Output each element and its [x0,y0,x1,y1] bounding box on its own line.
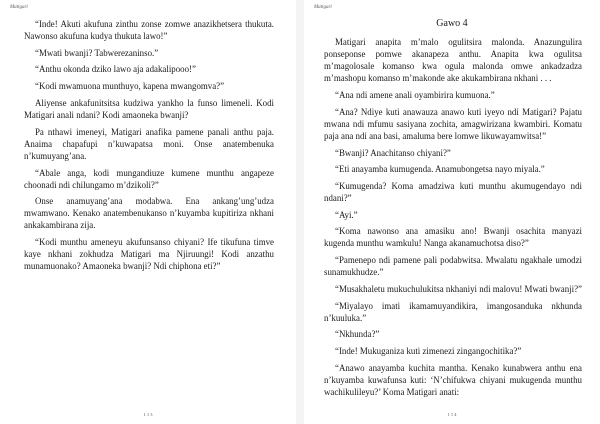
paragraph: “Mwati bwanji? Tabwerezaninso.” [35,47,159,58]
paragraph: “Eti anayamba kumugenda. Anamubongetsa nayo miyala.” [335,164,545,175]
paragraph: Aliyense ankafunitsitsa kudziwa yankho la funso limeneli. Kodi Matigari anali ndani? Kodi amaoneka bwanji? [24,97,274,120]
paragraph: “Ana ndi amene anali oyambirira kumuona.” [335,89,495,100]
paragraph: “Anthu okonda dziko lawo aja adakalipooo!” [35,64,196,75]
paragraph: “Musakhaletu mukuchulukitsa nkhaniyi ndi malovu! Mwati bwanji?” [335,283,582,294]
chapter-title: Gawo 4 [436,18,468,29]
paragraph: “Kodi mwamuona munthuyo, kapena mwangomva?” [35,81,225,92]
paragraph: “Ayi.” [335,209,358,220]
paragraph: “Anawo anayamba kuchita mantha. Kenako kunabwera anthu ena n’kuyamba kuwafunsa kuti: ‘N’chifukwa chiyani mukugenda munthu wachikulileyu?’ Koma Matigari anati: [324,362,582,397]
running-head-left: Matigari [10,5,28,10]
running-head-right: Matigari [314,5,332,10]
paragraph: Pa nthawi imeneyi, Matigari anafika pamene panali anthu paja. Anaima chapafupi n’kuwapatsa moni. Onse anatembenuka n’kumuyang’ana. [24,126,274,161]
paragraph: “Kumugenda? Koma amadziwa kuti munthu akumugendayo ndi ndani?” [324,180,582,203]
left-page-body [24,18,274,277]
page-number-right: 1 1 4 [447,412,457,417]
book-gutter [296,0,304,424]
right-page [304,0,600,424]
paragraph: “Kodi munthu ameneyu akufunsanso chiyani? Ife tikufuna timve kaye nkhani zokhudza Matigari ma Njiruungi! Kodi anzathu munamuonako? Amaoneka bwanji? Ndi chiphona eti?” [24,237,274,272]
paragraph: Onse anamuyang’ana modabwa. Ena ankang’ung’udza mwamwano. Kenako anatembenukanso n’kuyamba kupitiriza nkhani ankakambirana zija. [24,196,274,231]
left-page [0,0,296,424]
paragraph: “Ana? Ndiye kuti anawauza anawo kuti iyeyo ndi Matigari? Pajatu mwana ndi mfumu sasiyana zochita, amagwirizana kwambiri. Komatu paja ana ndi ana basi, amaluma bere lomwe likuwayamwitsa!” [324,106,582,141]
paragraph: “Inde! Mukuganiza kuti zimenezi zingangochitika?” [335,346,522,357]
paragraph: Matigari anapita m’malo ogulitsira malonda. Anazungulira ponseponse pomwe akanapeza anthu. Anapita kwa ogulitsa m’magolosale komanso kwa ogula malonda omwe ankadzadza m’mashopu komanso m’makonde ake akukambirana nkhani . . . [324,37,582,84]
paragraph: “Abale anga, kodi mungandiuze kumene munthu angapeze choonadi ndi chilungamo m’dzikoli?” [24,167,274,190]
right-page-body [324,36,582,403]
paragraph: “Bwanji? Anachitanso chiyani?” [335,147,451,158]
paragraph: “Pamenepo ndi pamene pali podabwitsa. Mwalatu ngakhale umodzi sunamukhudze.” [324,255,582,278]
paragraph: “Nkhunda?” [335,329,380,340]
paragraph: “Miyalayo imati ikamamuyandikira, imangosanduka nkhunda n’kuuluka.” [324,300,582,323]
page-number-left: 1 1 3 [143,412,153,417]
paragraph: “Koma nawonso ana amasiku ano! Bwanji osachita manyazi kugenda munthu wamkulu! Nanga akanamuchotsa diso?” [324,226,582,249]
paragraph: “Inde! Akuti akufuna zinthu zonse zomwe anazikhetsera thukuta. Nawonso akufuna kudya thukuta lawo!” [24,19,274,42]
